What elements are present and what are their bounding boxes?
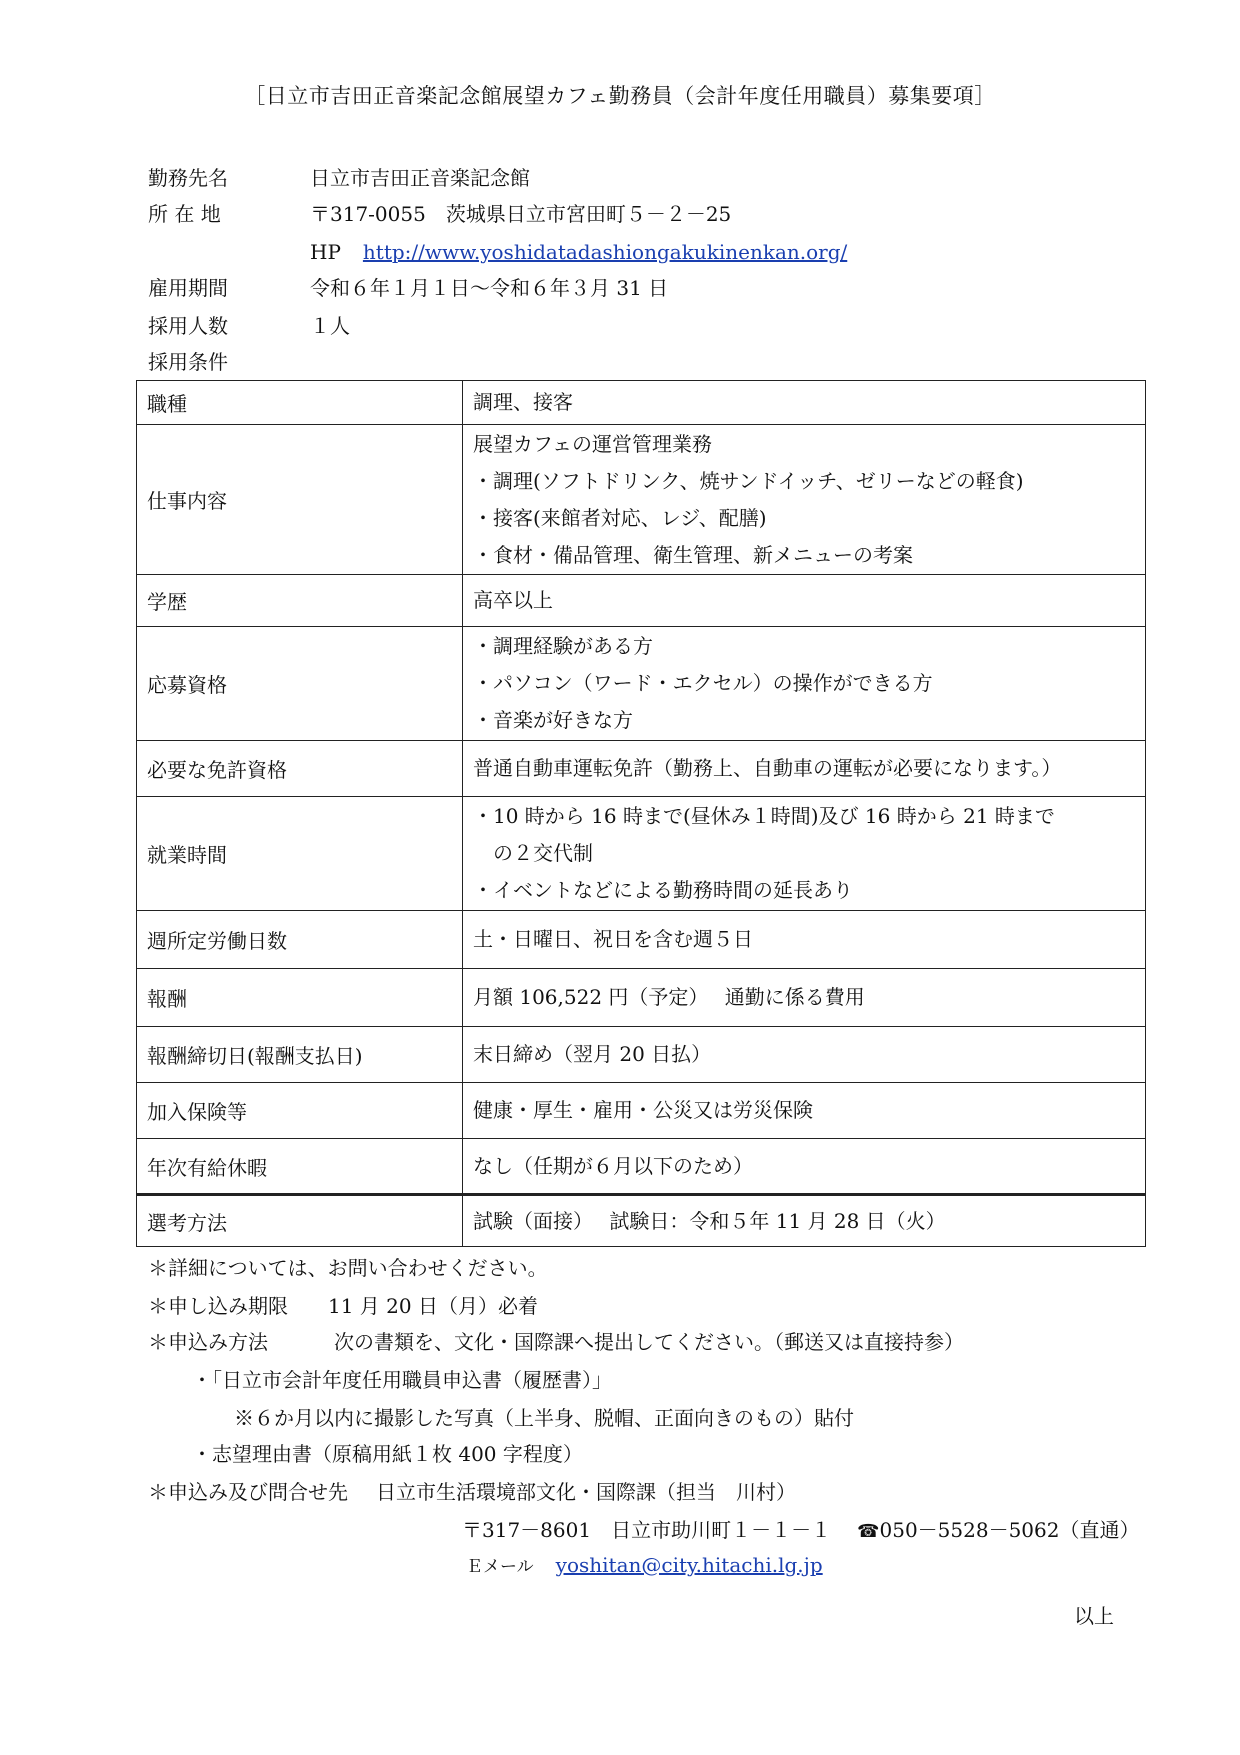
duties-label: 仕事内容 [137,425,463,575]
duties-line: ・調理(ソフトドリンク、焼サンドイッチ、ゼリーなどの軽食) [473,468,1024,493]
closing-text: 以上 [1074,1604,1114,1628]
hours-label: 就業時間 [137,797,463,911]
job-type-label: 職種 [137,381,463,425]
table-row [137,425,1146,575]
contact-note [148,1476,796,1505]
period-value: 令和６年１月１日～令和６年３月 31 日 [310,276,669,300]
license-value: 普通自動車運転免許（勤務上、自動車の運転が必要になります。） [463,741,1146,797]
qualifications-label: 応募資格 [137,627,463,741]
table-row [137,797,1146,911]
selection-value: 試験（面接） 試験日：令和５年 11 月 28 日（火） [463,1195,1146,1247]
pay-cutoff-value: 末日締め（翌月 20 日払） [463,1027,1146,1083]
qualification-line: ・調理経験がある方 [473,634,653,658]
email-line [466,1552,823,1577]
count-value: １人 [310,314,350,338]
days-label: 週所定労働日数 [137,911,463,969]
contact-phone: 050－5528－5062（直通） [879,1518,1140,1542]
contact-value: 日立市生活環境部文化・国際課（担当 川村） [376,1480,796,1504]
duties-line: 展望カフェの運営管理業務 [473,431,712,456]
job-type-value: 調理、接客 [463,381,1146,425]
days-value: 土・日曜日、祝日を含む週５日 [463,911,1146,969]
hp-label: HP [310,240,341,264]
pay-cutoff-label: 報酬締切日(報酬支払日) [137,1027,463,1083]
document-2: ・志望理由書（原稿用紙１枚 400 字程度） [192,1442,583,1466]
detail-note: ＊詳細については、お問い合わせください。 [148,1256,548,1280]
hours-line: ・10 時から 16 時まで(昼休み１時間)及び 16 時から 21 時まで [473,804,1055,828]
workplace-label: 勤務先名 [148,166,228,190]
table-row [137,1195,1146,1247]
table-row [137,627,1146,741]
insurance-value: 健康・厚生・雇用・公災又は労災保険 [463,1083,1146,1139]
method-note [148,1326,964,1355]
duties-line: ・接客(来館者対応、レジ、配膳) [473,505,767,530]
table-row [137,575,1146,627]
table-row [137,969,1146,1027]
email-link[interactable]: yoshitan@city.hitachi.lg.jp [555,1553,823,1577]
table-row [137,381,1146,425]
homepage-link[interactable]: http://www.yoshidatadashiongakukinenkan.org/ [362,240,848,264]
table-row [137,1139,1146,1195]
method-label: ＊申込み方法 [148,1330,268,1354]
homepage-line [310,240,847,264]
hours-line-continued: の２交代制 [493,841,593,865]
telephone-icon: ☎ [857,1521,880,1542]
duties-value [463,425,1146,575]
document-1-note: ※６か月以内に撮影した写真（上半身、脱帽、正面向きのもの）貼付 [234,1406,854,1430]
contact-address-line [462,1514,1139,1543]
leave-value: なし（任期が６月以下のため） [463,1139,1146,1195]
contact-address: 〒317－8601 日立市助川町１－１－１ [462,1518,832,1542]
conditions-label: 採用条件 [148,350,228,374]
email-label: Ｅメール [466,1557,534,1577]
document-title: ［日立市吉田正音楽記念館展望カフェ勤務員（会計年度任用職員）募集要項］ [244,84,996,108]
pay-value: 月額 106,522 円（予定） 通勤に係る費用 [463,969,1146,1027]
contact-label: ＊申込み及び問合せ先 [148,1480,348,1504]
document-1: ・「日立市会計年度任用職員申込書（履歴書）」 [192,1368,612,1392]
qualification-line: ・パソコン（ワード・エクセル）の操作ができる方 [473,671,933,695]
license-label: 必要な免許資格 [137,741,463,797]
deadline-note [148,1290,538,1319]
leave-label: 年次有給休暇 [137,1139,463,1195]
table-row [137,1083,1146,1139]
qualifications-value [463,627,1146,741]
deadline-label: ＊申し込み期限 [148,1294,288,1318]
address-value: 〒317-0055 茨城県日立市宮田町５－２－25 [310,202,732,226]
pay-label: 報酬 [137,969,463,1027]
table-row [137,741,1146,797]
method-value: 次の書類を、文化・国際課へ提出してください。（郵送又は直接持参） [334,1330,964,1354]
duties-line: ・食材・備品管理、衛生管理、新メニューの考案 [473,542,913,567]
period-label: 雇用期間 [148,276,228,300]
insurance-label: 加入保険等 [137,1083,463,1139]
table-row [137,1027,1146,1083]
hours-line: ・イベントなどによる勤務時間の延長あり [473,878,853,902]
selection-label: 選考方法 [137,1195,463,1247]
count-label: 採用人数 [148,314,228,338]
address-label: 所 在 地 [148,202,221,226]
hours-value [463,797,1146,911]
deadline-value: 11 月 20 日（月）必着 [328,1294,538,1318]
qualification-line: ・音楽が好きな方 [473,708,633,732]
table-row [137,911,1146,969]
conditions-table [136,380,1146,1247]
workplace-value: 日立市吉田正音楽記念館 [310,166,530,190]
education-value: 高卒以上 [463,575,1146,627]
education-label: 学歴 [137,575,463,627]
